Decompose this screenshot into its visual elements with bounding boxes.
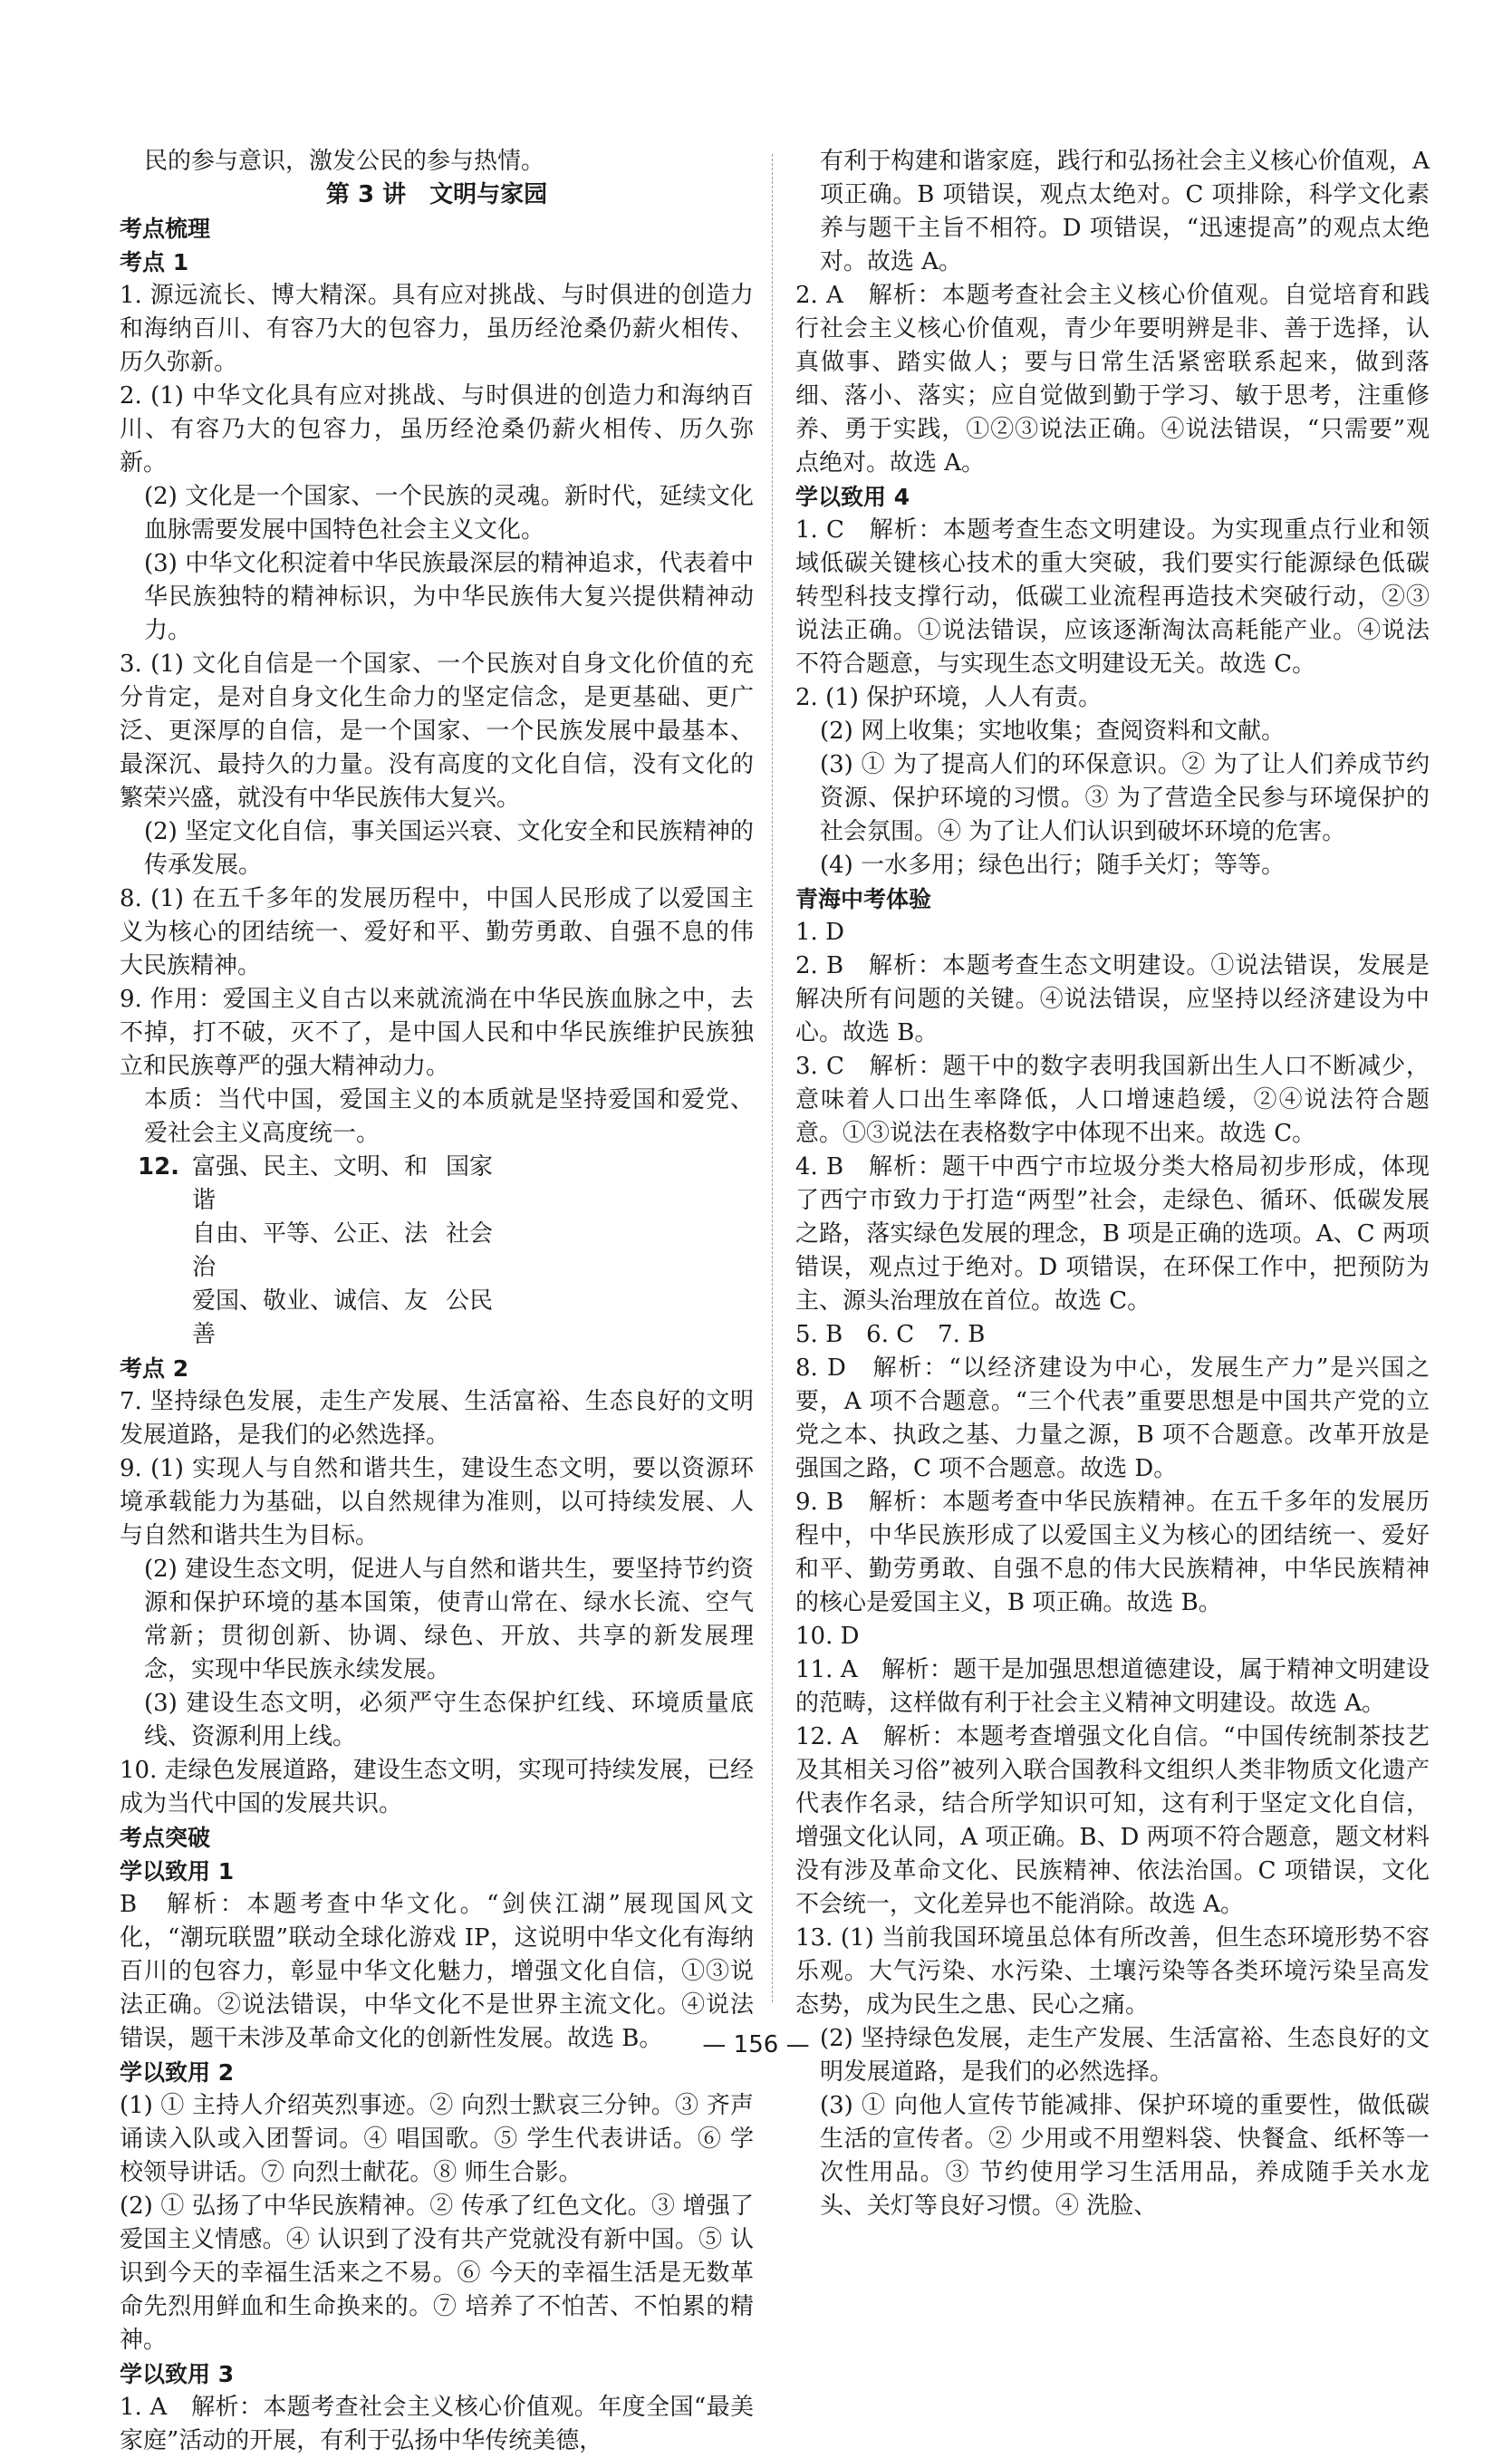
right-column — [795, 145, 1430, 2223]
value-table-row — [120, 1218, 754, 1285]
answer-paragraph: 10. 走绿色发展道路，建设生态文明，实现可持续发展，已经成为当代中国的发展共识。 — [120, 1757, 754, 1817]
answer-paragraph: 民的参与意识，激发公民的参与热情。 — [144, 148, 545, 175]
answer-paragraph: 9. (1) 实现人与自然和谐共生，建设生态文明，要以资源环境承载能力为基础，以自然规律为准则，以可持续发展、人与自然和谐共生为目标。 — [120, 1455, 754, 1549]
answer-paragraph: 2. A 解析：本题考查社会主义核心价值观。自觉培育和践行社会主义核心价值观，青少年要明辨是非、善于选择，认真做事、踏实做人；要与日常生活紧密联系起来，做到落细、落小、落实；应自觉做到勤于学习、敏于思考，注重修养、勇于实践，①②③说法正确。④说法错误，“只需要”观点绝对。故选 A。 — [795, 282, 1430, 477]
answer-paragraph: 本质：当代中国，爱国主义的本质就是坚持爱国和爱党、爱社会主义高度统一。 — [144, 1086, 754, 1147]
answer-paragraph: 2. (1) 中华文化具有应对挑战、与时俱进的创造力和海纳百川、有容乃大的包容力，虽历经沧桑仍薪火相传、历久弥新。 — [120, 382, 754, 477]
answer-paragraph: 10. D — [795, 1623, 860, 1650]
answer-paragraph: (2) ① 弘扬了中华民族精神。② 传承了红色文化。③ 增强了爱国主义情感。④ 认识到了没有共产党就没有新中国。⑤ 认识到今天的幸福生活来之不易。⑥ 今天的幸福生活是无数革命先烈用鲜血和生命换来的。⑦ 培养了不怕苦、不怕累的精神。 — [120, 2193, 754, 2354]
answer-paragraph: 3. (1) 文化自信是一个国家、一个民族对自身文化价值的充分肯定，是对自身文化生命力的坚定信念，是更基础、更广泛、更深厚的自信，是一个国家、一个民族发展中最基本、最深沉、最持久的力量。没有高度的文化自信，没有文化的繁荣兴盛，就没有中华民族伟大复兴。 — [120, 651, 754, 812]
answer-paragraph: 7. 坚持绿色发展，走生产发展、生活富裕、生态良好的文明发展道路，是我们的必然选择。 — [120, 1388, 754, 1449]
answer-paragraph: (2) 坚定文化自信，事关国运兴衰、文化安全和民族精神的传承发展。 — [144, 818, 754, 879]
lecture-title: 第 3 讲 文明与家园 — [325, 181, 548, 208]
section-heading: 学以致用 4 — [795, 484, 910, 510]
value-cell: 爱国、敬业、诚信、友善 — [192, 1287, 429, 1348]
answer-paragraph: (3) ① 向他人宣传节能减排、保护环境的重要性，做低碳生活的宣传者。② 少用或不用塑料袋、快餐盒、纸杯等一次性用品。③ 节约使用学习生活用品，养成随手关水龙头、关灯等良好习惯。④ 洗脸、 — [820, 2092, 1430, 2220]
section-heading: 考点突破 — [120, 1825, 211, 1851]
page-number: — 156 — — [702, 2031, 810, 2058]
value-cell: 富强、民主、文明、和谐 — [192, 1153, 429, 1214]
section-heading: 考点梳理 — [120, 216, 211, 242]
section-heading: 考点 1 — [120, 249, 189, 275]
answer-paragraph: (4) 一水多用；绿色出行；随手关灯；等等。 — [820, 852, 1286, 879]
answer-paragraph: 1. 源远流长、博大精深。具有应对挑战、与时俱进的创造力和海纳百川、有容乃大的包容力，虽历经沧桑仍薪火相传、历久弥新。 — [120, 282, 754, 376]
value-cell — [138, 1218, 192, 1285]
section-heading: 青海中考体验 — [795, 886, 932, 912]
answer-paragraph: (2) 建设生态文明，促进人与自然和谐共生，要坚持节约资源和保护环境的基本国策，使青山常在、绿水长流、空气常新；贯彻创新、协调、绿色、开放、共享的新发展理念，实现中华民族永续发展。 — [144, 1556, 754, 1683]
value-cell — [138, 1285, 192, 1352]
value-table-row — [120, 1151, 754, 1218]
answer-paragraph: B 解析：本题考查中华文化。“剑侠江湖”展现国风文化，“潮玩联盟”联动全球化游戏 IP，这说明中华文化有海纳百川的包容力，彰显中华文化魅力，增强文化自信，①③说法正确。②说法错误，中华文化不是世界主流文化。④说法错误，题干未涉及革命文化的创新性发展。故选 B。 — [120, 1891, 754, 2052]
section-heading: 考点 2 — [120, 1355, 189, 1382]
value-cell: 自由、平等、公正、法治 — [192, 1220, 429, 1281]
answer-paragraph: 2. (1) 保护环境，人人有责。 — [795, 684, 1103, 711]
answer-paragraph: 8. (1) 在五千多年的发展历程中，中国人民形成了以爱国主义为核心的团结统一、爱好和平、勤劳勇敢、自强不息的伟大民族精神。 — [120, 885, 754, 979]
left-column — [120, 145, 754, 2458]
answer-paragraph: 2. B 解析：本题考查生态文明建设。①说法错误，发展是解决所有问题的关键。④说法错误，应坚持以经济建设为中心。故选 B。 — [795, 952, 1430, 1046]
section-heading: 学以致用 2 — [120, 2059, 235, 2086]
column-divider — [772, 154, 773, 2002]
value-cell: 公民 — [446, 1287, 494, 1315]
answer-paragraph: (2) 坚持绿色发展，走生产发展、生活富裕、生态良好的文明发展道路，是我们的必然选择。 — [820, 2025, 1430, 2086]
answer-paragraph: (2) 文化是一个国家、一个民族的灵魂。新时代，延续文化血脉需要发展中国特色社会主义文化。 — [144, 483, 754, 544]
answer-paragraph: (3) ① 为了提高人们的环保意识。② 为了让人们养成节约资源、保护环境的习惯。③ 为了营造全民参与环境保护的社会氛围。④ 为了让人们认识到破坏环境的危害。 — [820, 751, 1430, 845]
answer-paragraph: 9. 作用：爱国主义自古以来就流淌在中华民族血脉之中，去不掉，打不破，灭不了，是中国人民和中华民族维护民族独立和民族尊严的强大精神动力。 — [120, 986, 754, 1080]
answer-paragraph: 12. A 解析：本题考查增强文化自信。“中国传统制茶技艺及其相关习俗”被列入联合国教科文组织人类非物质文化遗产代表作名录，结合所学知识可知，这有利于坚定文化自信，增强文化认同，A 项正确。B、D 两项不符合题意，题文材料没有涉及革命文化、民族精神、依法治国。C 项错误，文化不会统一，文化差异也不能消除。故选 A。 — [795, 1723, 1430, 1918]
value-table-row — [120, 1285, 754, 1352]
answer-paragraph: (3) 中华文化积淀着中华民族最深层的精神追求，代表着中华民族独特的精神标识，为中华民族伟大复兴提供精神动力。 — [144, 550, 754, 644]
answer-paragraph: 8. D 解析：“以经济建设为中心，发展生产力”是兴国之要，A 项不合题意。“三个代表”重要思想是中国共产党的立党之本、执政之基、力量之源，B 项不合题意。改革开放是强国之路，C 项不合题意。故选 D。 — [795, 1354, 1430, 1482]
value-cell: 12. — [138, 1153, 180, 1181]
answer-paragraph: 11. A 解析：题干是加强思想道德建设，属于精神文明建设的范畴，这样做有利于社会主义精神文明建设。故选 A。 — [795, 1656, 1430, 1717]
answer-paragraph: 有利于构建和谐家庭，践行和弘扬社会主义核心价值观，A 项正确。B 项错误，观点太绝对。C 项排除，科学文化素养与题干主旨不相符。D 项错误，“迅速提高”的观点太绝对。故选 A。 — [820, 148, 1430, 275]
answer-paragraph: (3) 建设生态文明，必须严守生态保护红线、环境质量底线、资源利用上线。 — [144, 1690, 754, 1750]
value-cell: 社会 — [446, 1220, 494, 1248]
value-cell: 国家 — [446, 1153, 494, 1181]
section-heading: 学以致用 3 — [120, 2361, 235, 2387]
answer-paragraph: 3. C 解析：题干中的数字表明我国新出生人口不断减少，意味着人口出生率降低，人口增速趋缓，②④说法符合题意。①③说法在表格数字中体现不出来。故选 C。 — [795, 1053, 1430, 1147]
answer-paragraph: 4. B 解析：题干中西宁市垃圾分类大格局初步形成，体现了西宁市致力于打造“两型”社会，走绿色、循环、低碳发展之路，落实绿色发展的理念，B 项是正确的选项。A、C 两项错误，观点过于绝对。D 项错误，在环保工作中，把预防为主、源头治理放在首位。故选 C。 — [795, 1153, 1430, 1315]
answer-paragraph: 9. B 解析：本题考查中华民族精神。在五千多年的发展历程中，中华民族形成了以爱国主义为核心的团结统一、爱好和平、勤劳勇敢、自强不息的伟大民族精神，中华民族精神的核心是爱国主义，B 项正确。故选 B。 — [795, 1489, 1430, 1616]
answer-paragraph: 1. C 解析：本题考查生态文明建设。为实现重点行业和领域低碳关键核心技术的重大突破，我们要实行能源绿色低碳转型科技支撑行动，低碳工业流程再造技术突破行动，②③说法正确。①说法错误，应该逐渐淘汰高耗能产业。④说法不符合题意，与实现生态文明建设无关。故选 C。 — [795, 516, 1430, 678]
answer-paragraph: (2) 网上收集；实地收集；查阅资料和文献。 — [820, 718, 1286, 745]
answer-paragraph: (1) ① 主持人介绍英烈事迹。② 向烈士默哀三分钟。③ 齐声诵读入队或入团誓词。④ 唱国歌。⑤ 学生代表讲话。⑥ 学校领导讲话。⑦ 向烈士献花。⑧ 师生合影。 — [120, 2092, 754, 2186]
answer-paragraph: 1. A 解析：本题考查社会主义核心价值观。年度全国“最美家庭”活动的开展，有利于弘扬中华传统美德， — [120, 2394, 754, 2454]
answer-paragraph: 13. (1) 当前我国环境虽总体有所改善，但生态环境形势不容乐观。大气污染、水污染、土壤污染等各类环境污染呈高发态势，成为民生之患、民心之痛。 — [795, 1924, 1430, 2019]
answer-paragraph: 1. D — [795, 919, 844, 946]
answer-paragraph: 5. B 6. C 7. B — [795, 1321, 986, 1348]
section-heading: 学以致用 1 — [120, 1858, 235, 1884]
